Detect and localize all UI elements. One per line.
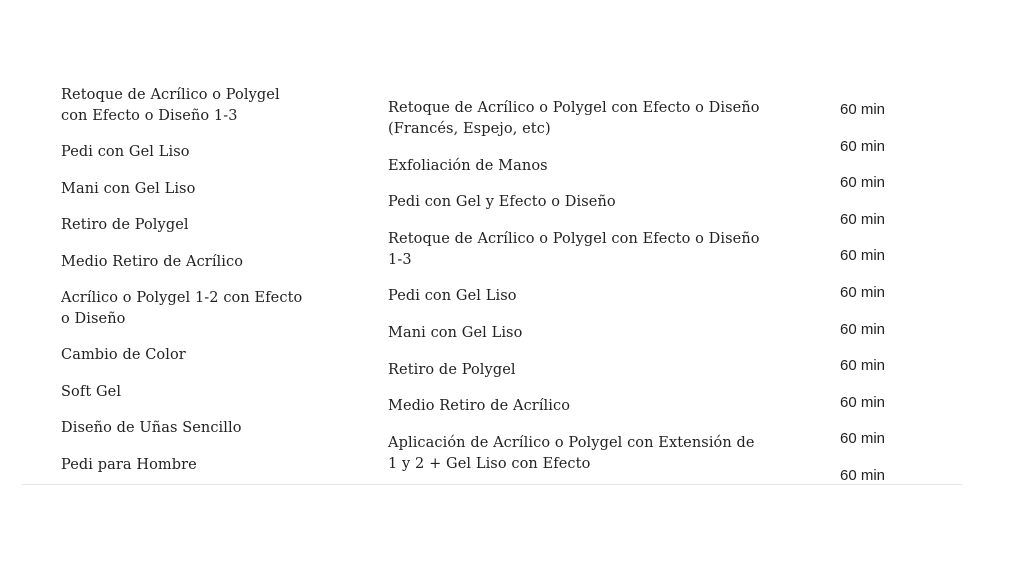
service-item: Soft Gel xyxy=(61,383,122,400)
service-item: Pedi con Gel Liso xyxy=(388,288,517,305)
duration-label: 60 min xyxy=(840,174,886,192)
service-item: Medio Retiro de Acrílico xyxy=(388,398,571,415)
service-item: Medio Retiro de Acrílico xyxy=(61,253,244,270)
duration-label: 60 min xyxy=(840,466,886,484)
duration-label: 60 min xyxy=(840,101,886,118)
service-item: Mani con Gel Liso xyxy=(388,324,523,341)
duration-label: 60 min xyxy=(840,137,886,155)
duration-label: 60 min xyxy=(840,210,886,228)
service-item: Pedi con Gel Liso xyxy=(61,144,190,161)
service-item: Diseño de Uñas Sencillo xyxy=(61,420,242,437)
duration-label: 60 min xyxy=(840,357,886,375)
service-item: Mani con Gel Liso xyxy=(61,180,196,197)
duration-label: 60 min xyxy=(840,430,886,448)
service-item: Cambio de Color xyxy=(61,347,186,364)
duration-label: 60 min xyxy=(840,320,886,338)
duration-label: 60 min xyxy=(840,283,886,301)
service-item: Retiro de Polygel xyxy=(61,217,189,234)
service-item: Exfoliación de Manos xyxy=(388,157,548,174)
service-item: Retiro de Polygel xyxy=(388,361,516,378)
service-item: Pedi para Hombre xyxy=(61,456,197,473)
service-item: Aplicación de Acrílico o Polygel con Extensión de 1 y 2 + Gel Liso con Efecto xyxy=(388,434,755,472)
durations-list xyxy=(840,100,920,503)
service-item: Retoque de Acrílico o Polygel con Efecto o Diseño 1-3 xyxy=(61,87,280,124)
left-services-list xyxy=(61,85,351,491)
service-item: Pedi con Gel y Efecto o Diseño xyxy=(388,194,616,211)
service-item: Retoque de Acrílico o Polygel con Efecto o Diseño (Francés, Espejo, etc) xyxy=(388,100,760,137)
service-item: Acrílico o Polygel 1-2 con Efecto o Diseño xyxy=(61,289,303,327)
service-item: Retoque de Acrílico o Polygel con Efecto o Diseño 1-3 xyxy=(388,230,760,268)
middle-services-list xyxy=(388,98,788,490)
duration-label: 60 min xyxy=(840,393,886,411)
duration-label: 60 min xyxy=(840,247,886,265)
